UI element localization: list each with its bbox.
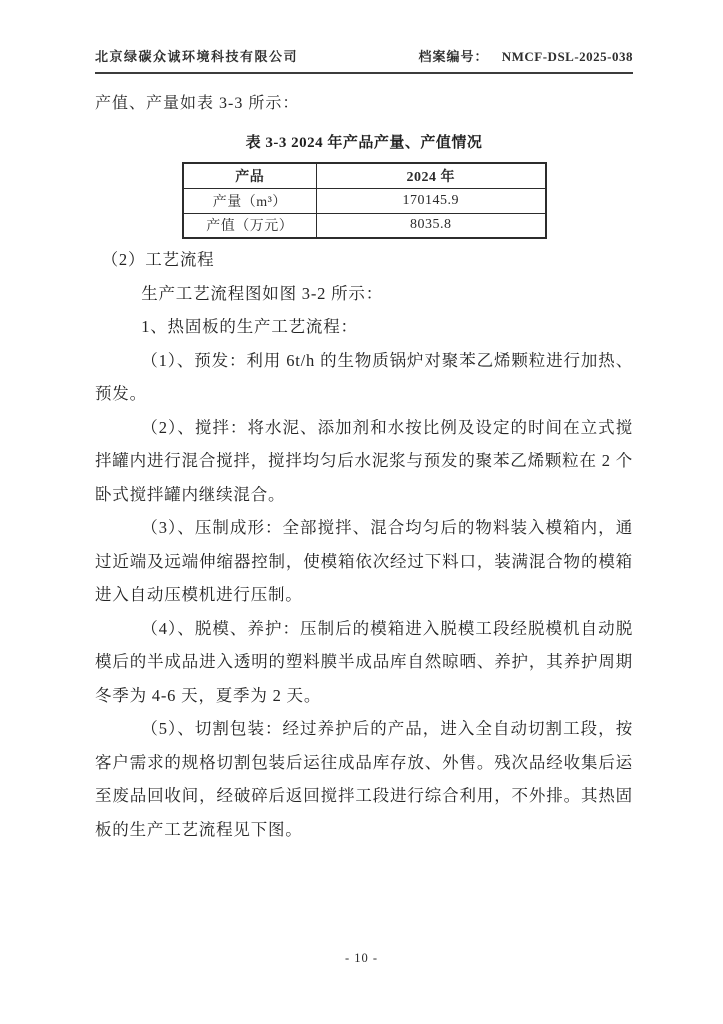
paragraph-step-2-mixing: （2）、搅拌：将水泥、添加剂和水按比例及设定的时间在立式搅拌罐内进行混合搅拌，搅拌均匀后水泥浆与预发的聚苯乙烯颗粒在 2 个卧式搅拌罐内继续混合。 xyxy=(95,417,633,504)
table-cell-output-label: 产量（m³） xyxy=(183,188,317,213)
table-row xyxy=(183,188,546,213)
archive-number-value: NMCF-DSL-2025-038 xyxy=(501,49,633,64)
table-cell-output-value: 170145.9 xyxy=(317,188,546,213)
page-number: - 10 - xyxy=(344,951,379,965)
body-text xyxy=(95,243,633,846)
company-name: 北京绿碳众诚环境科技有限公司 xyxy=(95,49,299,64)
paragraph-board-process-intro: 1、热固板的生产工艺流程： xyxy=(141,317,358,336)
archive-number-label: 档案编号： xyxy=(418,49,489,64)
page-header xyxy=(95,0,633,74)
paragraph-step-5-cutting-packing: （5）、切割包装：经过养护后的产品，进入全自动切割工段，按客户需求的规格切割包装后运往成品库存放、外售。残次品经收集后运至废品回收间，经破碎后返回搅拌工段进行综合利用，不外排。其热固板的生产工艺流程见下图。 xyxy=(95,719,633,839)
paragraph-flow-figure-ref: 生产工艺流程图如图 3-2 所示： xyxy=(141,283,384,303)
table-row xyxy=(183,213,546,238)
table-header-year: 2024 年 xyxy=(317,163,546,188)
section-heading-process-flow: （2）工艺流程 xyxy=(101,250,215,269)
paragraph-step-4-demoulding-curing: （4）、脱模、养护：压制后的模箱进入脱模工段经脱模机自动脱模后的半成品进入透明的塑料膜半成品库自然晾晒、养护，其养护周期冬季为 4-6 天，夏季为 2 天。 xyxy=(95,618,633,705)
table-header-product: 产品 xyxy=(183,163,317,188)
table-cell-value-label: 产值（万元） xyxy=(183,213,317,238)
table-header-row xyxy=(183,163,546,188)
archive-number-block xyxy=(418,46,633,65)
intro-paragraph: 产值、产量如表 3-3 所示： xyxy=(95,95,300,112)
table-title: 表 3-3 2024 年产品产量、产值情况 xyxy=(245,135,483,151)
paragraph-step-3-pressing: （3）、压制成形：全部搅拌、混合均匀后的物料装入模箱内，通过近端及远端伸缩器控制，使模箱依次经过下料口，装满混合物的模箱进入自动压模机进行压制。 xyxy=(95,518,633,604)
table-cell-value-value: 8035.8 xyxy=(317,213,546,238)
production-table xyxy=(182,162,547,239)
paragraph-step-1-prefoaming: （1）、预发：利用 6t/h 的生物质锅炉对聚苯乙烯颗粒进行加热、预发。 xyxy=(95,350,633,403)
